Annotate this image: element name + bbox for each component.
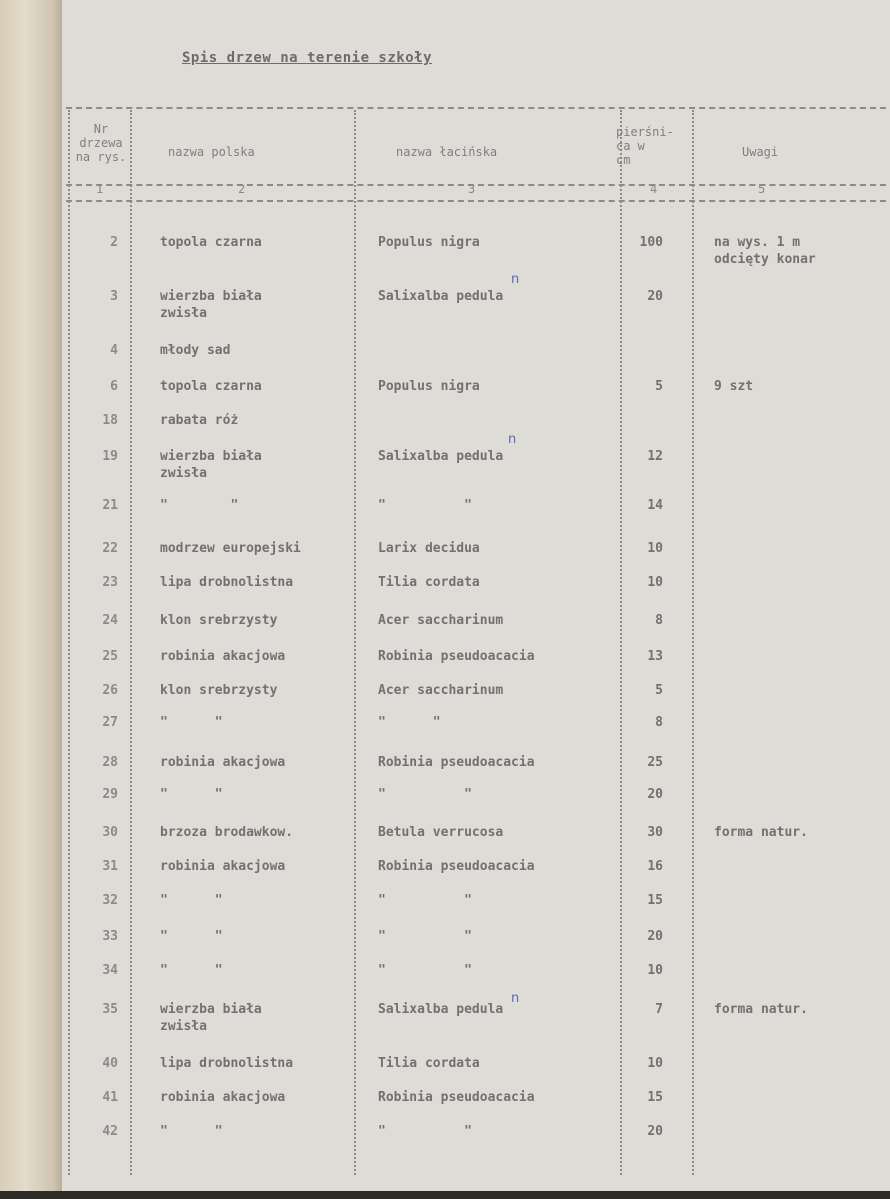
polish-name-cell: " " [160,1124,223,1139]
polish-name-cell: klon srebrzysty [160,613,278,628]
polish-name-cell: topola czarna [160,235,262,250]
tree-number-cell: 35 [102,1002,118,1017]
circumference-cell: 12 [647,449,663,464]
handwritten-mark: n [511,272,520,287]
tree-number-cell: 21 [102,498,118,513]
circumference-cell: 13 [647,649,663,664]
latin-name-cell: " " [378,787,472,802]
polish-name-cell: robinia akacjowa [160,649,286,664]
tree-number-cell: 34 [102,963,118,978]
circumference-cell: 5 [655,379,663,394]
polish-name-cell: rabata róż [160,413,239,428]
latin-name-cell: Robinia pseudoacacia [378,755,535,770]
latin-name-cell: Salixalba pedula [378,1002,504,1017]
tree-number-cell: 30 [102,825,118,840]
header-polish-name: nazwa polska [168,145,255,159]
latin-name-cell: " " [378,1124,472,1139]
tree-number-cell: 6 [110,379,118,394]
column-number: 3 [468,182,476,196]
polish-name-cell: lipa drobnolistna [160,575,294,590]
circumference-cell: 15 [647,1090,663,1105]
circumference-cell: 25 [647,755,663,770]
tree-number-cell: 23 [102,575,118,590]
column-number: 5 [758,182,766,196]
polish-name-cell: robinia akacjowa [160,755,286,770]
latin-name-cell: Robinia pseudoacacia [378,649,535,664]
circumference-cell: 20 [647,787,663,802]
polish-name-cell: " " [160,498,239,513]
circumference-cell: 100 [639,235,663,250]
notes-cell: forma natur. [714,825,808,840]
column-separator [130,110,132,1175]
polish-name-cell: robinia akacjowa [160,1090,286,1105]
tree-number-cell: 33 [102,929,118,944]
polish-name-cell: " " [160,893,223,908]
polish-name-cell: modrzew europejski [160,541,301,556]
circumference-cell: 20 [647,929,663,944]
handwritten-mark: n [511,991,520,1006]
circumference-cell: 10 [647,963,663,978]
polish-name-cell: wierzba biała zwisła [160,449,262,481]
column-number: 1 [96,182,104,196]
polish-name-cell: " " [160,787,223,802]
polish-name-cell: lipa drobnolistna [160,1056,294,1071]
latin-name-cell: " " [378,963,472,978]
circumference-cell: 10 [647,575,663,590]
polish-name-cell: " " [160,963,223,978]
latin-name-cell: Acer saccharinum [378,683,504,698]
latin-name-cell: Larix decidua [378,541,480,556]
tree-number-cell: 25 [102,649,118,664]
column-separator [68,110,70,1175]
handwritten-mark: n [508,432,517,447]
latin-name-cell: Robinia pseudoacacia [378,859,535,874]
latin-name-cell: Salixalba pedula [378,289,504,304]
tree-number-cell: 32 [102,893,118,908]
header-latin-name: nazwa łacińska [396,145,498,159]
header-circumference: pierśni- ca w cm [616,125,674,167]
polish-name-cell: brzoza brodawkow. [160,825,294,840]
header-notes: Uwagi [742,145,779,159]
latin-name-cell: Robinia pseudoacacia [378,1090,535,1105]
latin-name-cell: Tilia cordata [378,575,480,590]
polish-name-cell: klon srebrzysty [160,683,278,698]
document-title: Spis drzew na terenie szkoły [182,50,433,66]
tree-number-cell: 22 [102,541,118,556]
tree-number-cell: 2 [110,235,118,250]
latin-name-cell: Populus nigra [378,235,480,250]
scan-edge [0,1191,890,1199]
tree-number-cell: 3 [110,289,118,304]
polish-name-cell: " " [160,715,223,730]
circumference-cell: 30 [647,825,663,840]
header-bottom-rule [66,200,886,202]
circumference-cell: 8 [655,613,663,628]
latin-name-cell: " " [378,929,472,944]
polish-name-cell: młody sad [160,343,231,358]
latin-name-cell: " " [378,893,472,908]
circumference-cell: 10 [647,1056,663,1071]
latin-name-cell: " " [378,715,441,730]
polish-name-cell: topola czarna [160,379,262,394]
notes-cell: forma natur. [714,1002,808,1017]
polish-name-cell: " " [160,929,223,944]
column-separator [692,110,694,1175]
notes-cell: na wys. 1 m odcięty konar [714,235,816,267]
latin-name-cell: Salixalba pedula [378,449,504,464]
column-number: 2 [238,182,246,196]
notes-cell: 9 szt [714,379,754,394]
tree-number-cell: 28 [102,755,118,770]
tree-number-cell: 4 [110,343,118,358]
polish-name-cell: wierzba biała zwisła [160,289,262,321]
tree-number-cell: 42 [102,1124,118,1139]
circumference-cell: 10 [647,541,663,556]
circumference-cell: 8 [655,715,663,730]
tree-number-cell: 41 [102,1090,118,1105]
latin-name-cell: Betula verrucosa [378,825,504,840]
latin-name-cell: " " [378,498,472,513]
tree-number-cell: 27 [102,715,118,730]
circumference-cell: 14 [647,498,663,513]
latin-name-cell: Acer saccharinum [378,613,504,628]
column-number: 4 [650,182,658,196]
tree-number-cell: 40 [102,1056,118,1071]
binding-margin [0,0,62,1199]
circumference-cell: 20 [647,1124,663,1139]
circumference-cell: 16 [647,859,663,874]
polish-name-cell: wierzba biała zwisła [160,1002,262,1034]
circumference-cell: 20 [647,289,663,304]
header-nr: Nr drzewa na rys. [75,122,127,164]
tree-number-cell: 18 [102,413,118,428]
latin-name-cell: Populus nigra [378,379,480,394]
tree-number-cell: 29 [102,787,118,802]
circumference-cell: 5 [655,683,663,698]
tree-number-cell: 26 [102,683,118,698]
circumference-cell: 7 [655,1002,663,1017]
tree-number-cell: 31 [102,859,118,874]
table-top-rule [66,107,886,109]
tree-number-cell: 24 [102,613,118,628]
latin-name-cell: Tilia cordata [378,1056,480,1071]
circumference-cell: 15 [647,893,663,908]
polish-name-cell: robinia akacjowa [160,859,286,874]
tree-number-cell: 19 [102,449,118,464]
